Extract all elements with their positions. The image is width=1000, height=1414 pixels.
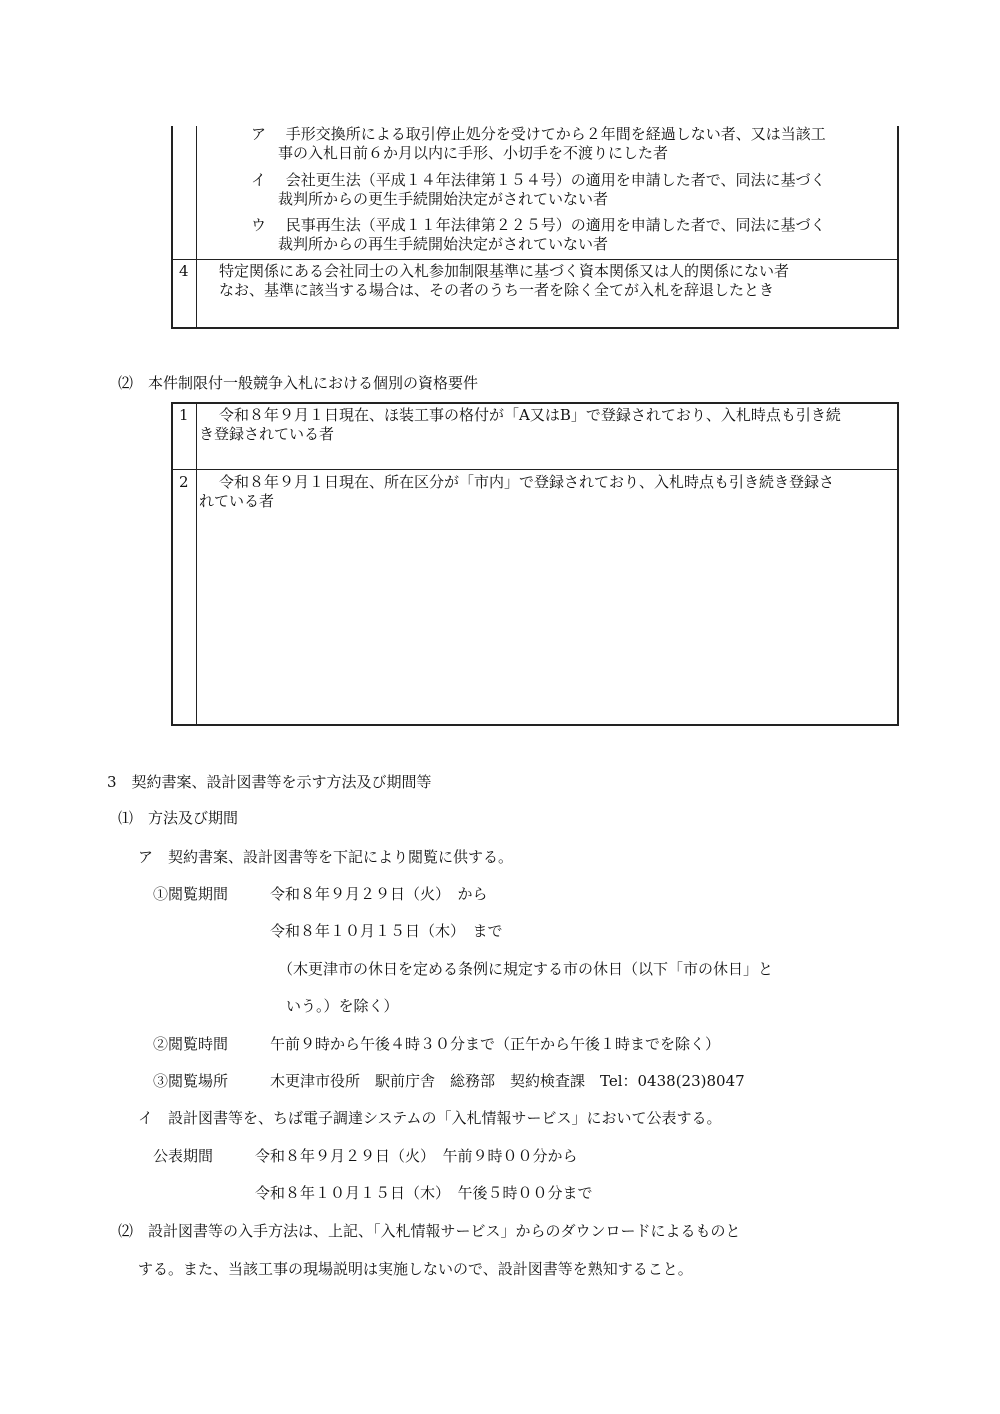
viewing-period-to: 令和８年１０月１５日（木） まで — [270, 922, 503, 940]
viewing-place-value: 木更津市役所 駅前庁舎 総務部 契約検査課 Tel：0438(23)8047 — [270, 1072, 745, 1090]
number-column-divider — [196, 126, 197, 327]
section-3-2-line-1: ⑵ 設計図書等の入手方法は、上記、「入札情報サービス」からのダウンロードによるものと — [118, 1222, 741, 1240]
individual-requirements-table — [171, 402, 899, 726]
item-u-line-1: ウ 民事再生法（平成１１年法律第２２５号）の適用を申請した者で、同法に基づく — [251, 216, 826, 234]
publication-period-to: 令和８年１０月１５日（木） 午後５時００分まで — [255, 1184, 593, 1202]
section-3-heading: 3 契約書案、設計図書等を示す方法及び期間等 — [107, 773, 432, 791]
item-i-line-1: イ 会社更生法（平成１４年法律第１５４号）の適用を申請した者で、同法に基づく — [251, 171, 826, 189]
viewing-time-value: 午前９時から午後４時３０分まで（正午から午後１時までを除く） — [270, 1035, 721, 1053]
row-4-line-1: 特定関係にある会社同士の入札参加制限基準に基づく資本関係又は人的関係にない者 — [219, 262, 790, 280]
section-2-2-heading: ⑵ 本件制限付一般競争入札における個別の資格要件 — [118, 374, 479, 392]
item-a-text: ア 契約書案、設計図書等を下記により閲覧に供する。 — [138, 848, 514, 866]
item-i-text: イ 設計図書等を、ちば電子調達システムの「入札情報サービス」において公表する。 — [138, 1109, 722, 1127]
viewing-period-note-1: （木更津市の休日を定める条例に規定する市の休日（以下「市の休日」と — [278, 960, 774, 978]
item-a-line-2: 事の入札日前６か月以内に手形、小切手を不渡りにした者 — [278, 144, 669, 162]
row-2-line-1: 令和８年９月１日現在、所在区分が「市内」で登録されており、入札時点も引き続き登録さ — [219, 473, 835, 491]
publication-period-label: 公表期間 — [153, 1147, 214, 1165]
publication-period-from: 令和８年９月２９日（火） 午前９時００分から — [255, 1147, 578, 1165]
row-number: 4 — [179, 262, 189, 280]
section-3-1-heading: ⑴ 方法及び期間 — [118, 809, 239, 827]
viewing-place-label: ③閲覧場所 — [153, 1072, 229, 1090]
disqualification-table — [171, 126, 899, 329]
row-2-line-2: れている者 — [199, 492, 275, 510]
viewing-time-label: ②閲覧時間 — [153, 1035, 229, 1053]
section-3-2-line-2: する。また、当該工事の現場説明は実施しないので、設計図書等を熟知すること。 — [138, 1260, 693, 1278]
item-i-line-2: 裁判所からの更生手続開始決定がされていない者 — [278, 190, 609, 208]
row-number: 1 — [179, 406, 189, 424]
viewing-period-from: 令和８年９月２９日（火） から — [270, 885, 488, 903]
row-4-line-2: なお、基準に該当する場合は、その者のうち一者を除く全てが入札を辞退したとき — [219, 281, 775, 299]
viewing-period-note-2: いう。）を除く） — [286, 997, 399, 1015]
row-divider — [173, 259, 897, 260]
row-1-line-1: 令和８年９月１日現在、ほ装工事の格付が「A又はB」で登録されており、入札時点も引き続 — [219, 406, 841, 424]
viewing-period-label: ①閲覧期間 — [153, 885, 229, 903]
row-number: 2 — [179, 473, 189, 491]
item-u-line-2: 裁判所からの再生手続開始決定がされていない者 — [278, 235, 609, 253]
number-column-divider — [196, 404, 197, 724]
row-divider — [173, 469, 897, 470]
item-a-line-1: ア 手形交換所による取引停止処分を受けてから２年間を経過しない者、又は当該工 — [251, 125, 826, 143]
row-1-line-2: き登録されている者 — [199, 425, 335, 443]
